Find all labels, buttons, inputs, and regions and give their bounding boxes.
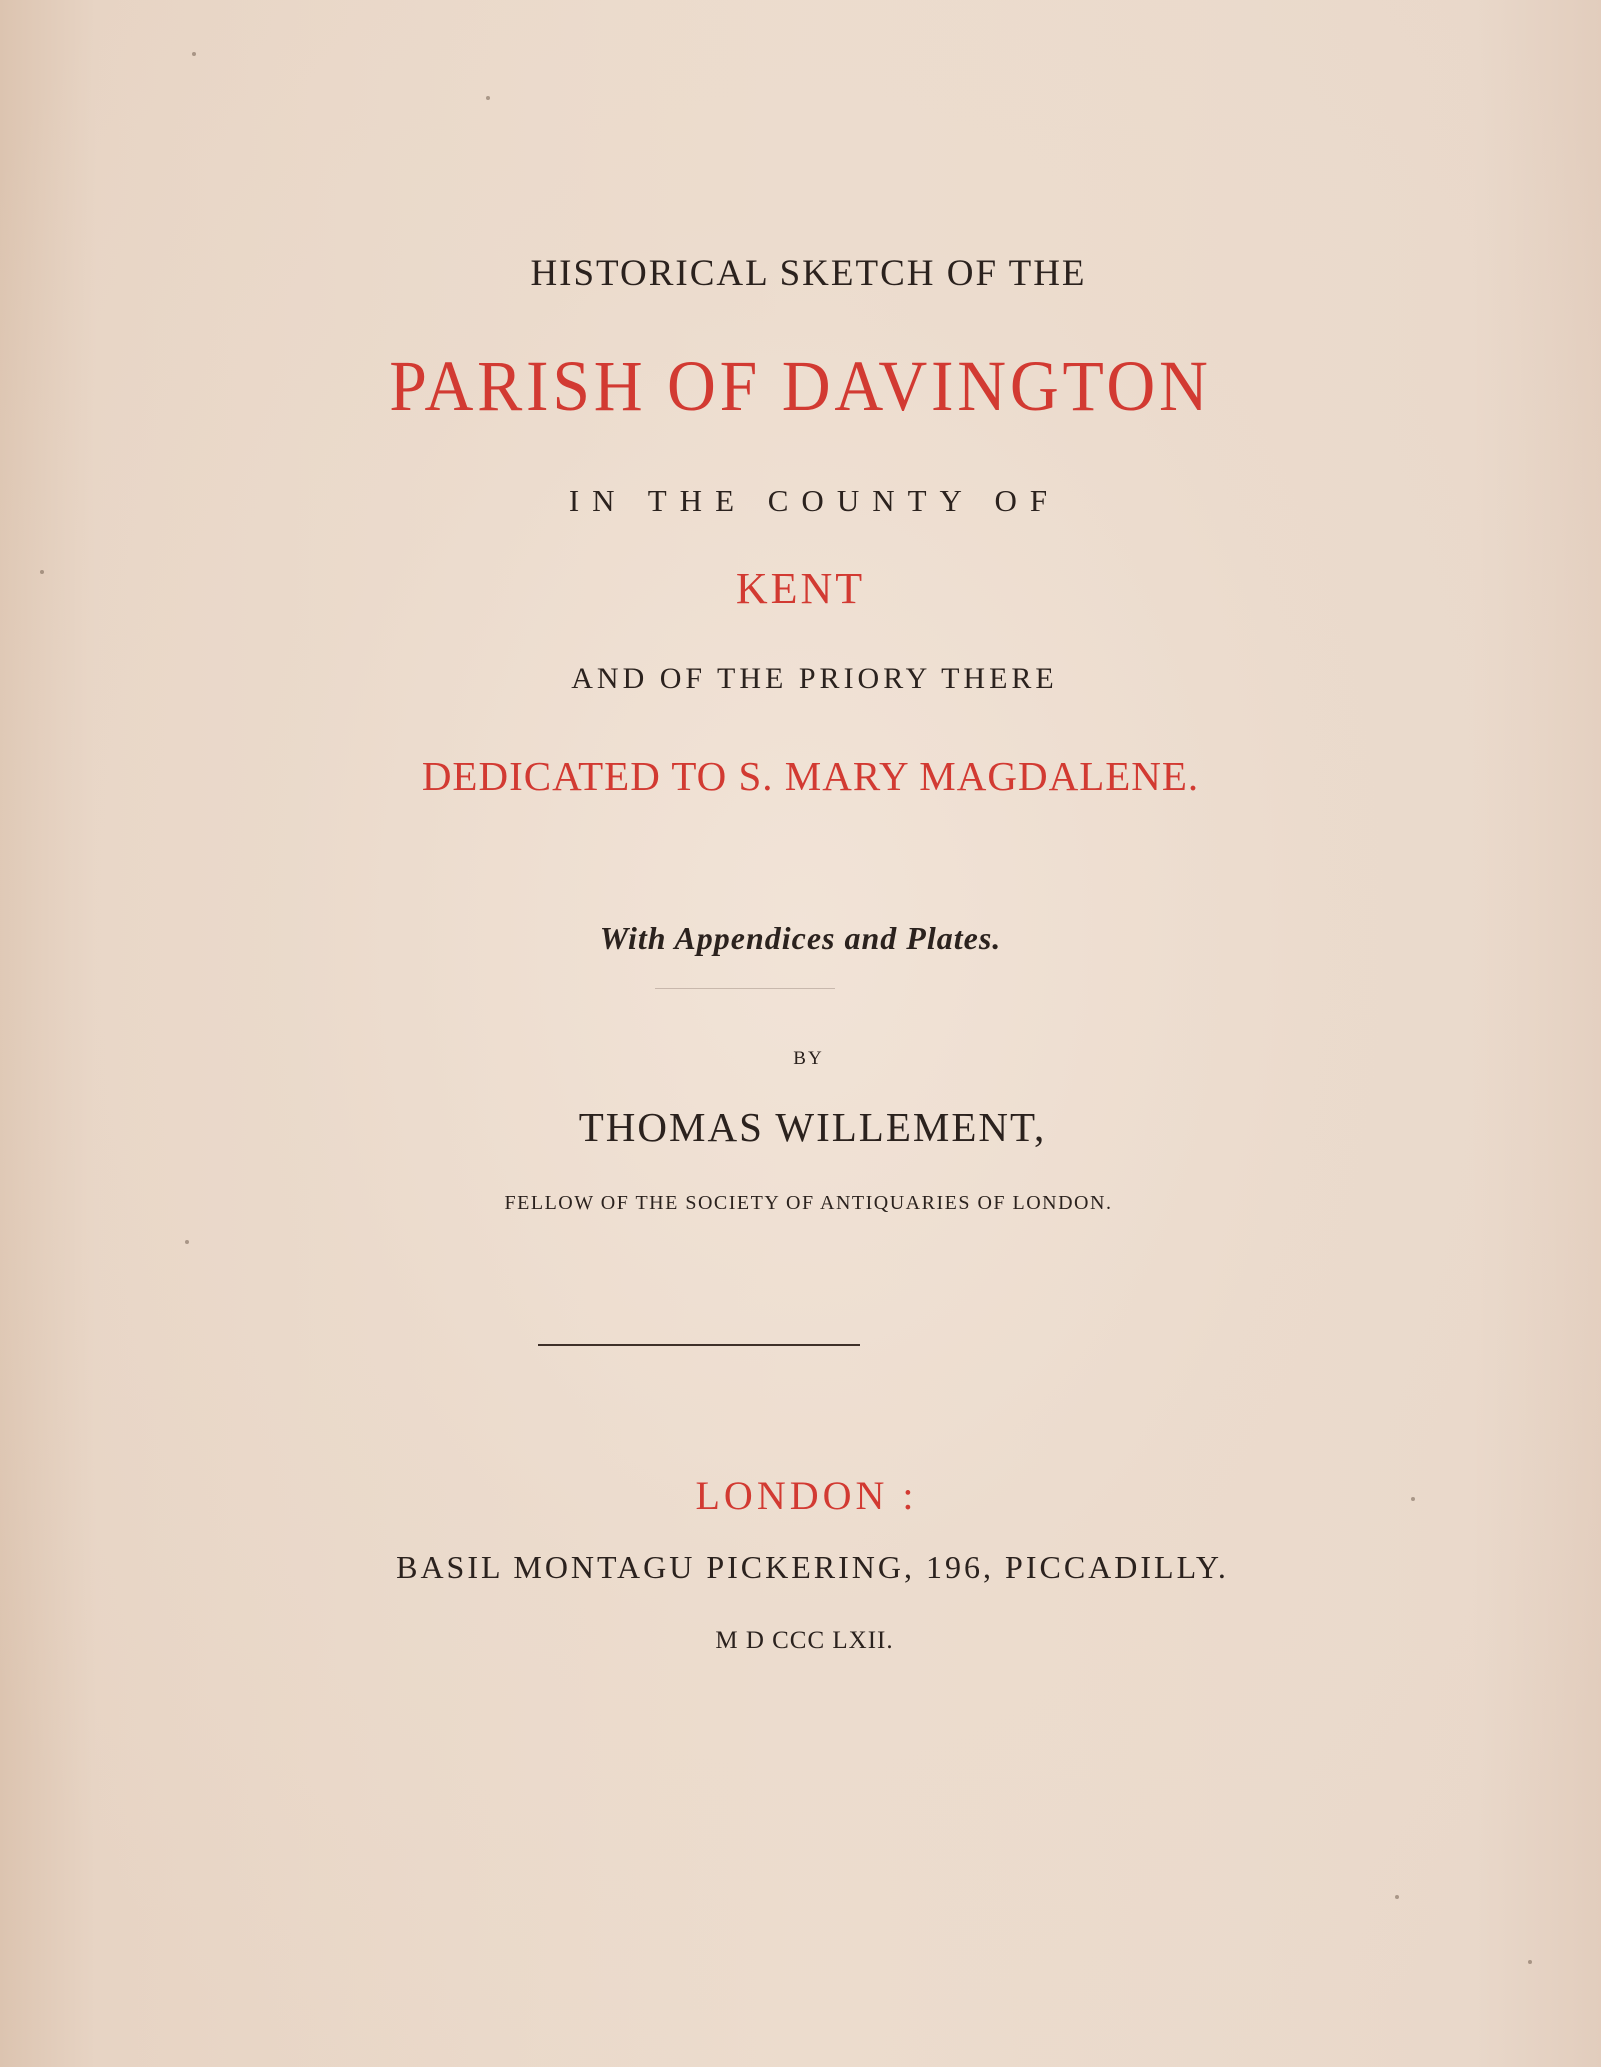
- dedication: DEDICATED TO S. MARY MAGDALENE.: [421, 753, 1200, 799]
- by-label: BY: [793, 1048, 824, 1069]
- paper-speck: [1395, 1895, 1399, 1899]
- priory-intro: AND OF THE PRIORY THERE: [571, 662, 1058, 695]
- paper-speck: [486, 96, 490, 100]
- publisher: BASIL MONTAGU PICKERING, 196, PICCADILLY.: [396, 1549, 1229, 1585]
- author-credential: FELLOW OF THE SOCIETY OF ANTIQUARIES OF LONDON.: [504, 1192, 1113, 1214]
- paper-speck: [192, 52, 196, 56]
- county-intro: IN THE COUNTY OF: [568, 483, 1061, 518]
- paper-speck: [1528, 1960, 1532, 1964]
- county-name: KENT: [735, 564, 866, 613]
- author-name: THOMAS WILLEMENT,: [578, 1104, 1047, 1150]
- main-title: PARISH OF DAVINGTON: [389, 346, 1212, 426]
- paper-speck: [185, 1240, 189, 1244]
- publication-date: M D CCC LXII.: [715, 1627, 894, 1654]
- subtitle-blackletter: With Appendices and Plates.: [599, 920, 1002, 956]
- divider-rule: [538, 1344, 860, 1346]
- imprint-city: LONDON :: [695, 1473, 918, 1518]
- paper-speck: [1411, 1497, 1415, 1501]
- pre-title: HISTORICAL SKETCH OF THE: [530, 253, 1087, 294]
- paper-speck: [40, 570, 44, 574]
- faint-divider: [655, 988, 835, 989]
